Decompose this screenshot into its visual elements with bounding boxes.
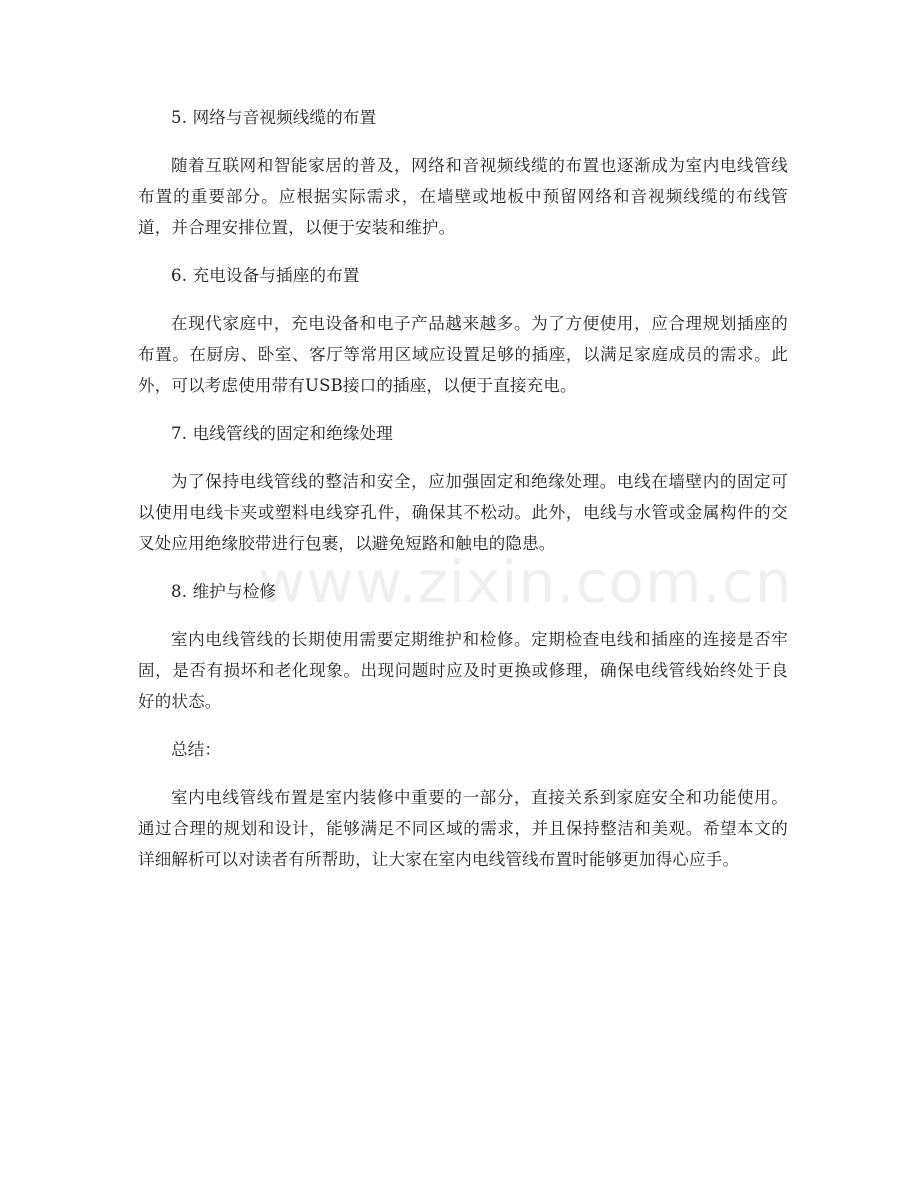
watermark-text: www.zixin.com.cn	[258, 548, 793, 616]
section-body-fixing-insulation: 为了保持电线管线的整洁和安全，应加强固定和绝缘处理。电线在墙壁内的固定可以使用电线卡夹或塑料电线穿孔件，确保其不松动。此外，电线与水管或金属构件的交叉处应用绝缘胶带进行包裹，以避免短路和触电的隐患。	[138, 472, 788, 553]
document-body	[138, 102, 788, 892]
section-body-network-av: 随着互联网和智能家居的普及，网络和音视频线缆的布置也逐渐成为室内电线管线布置的重要部分。应根据实际需求，在墙壁或地板中预留网络和音视频线缆的布线管道，并合理安排位置，以便于安装和维护。	[138, 156, 788, 237]
section-heading-maintenance: 8. 维护与检修	[171, 582, 277, 601]
section-body-summary: 室内电线管线布置是室内装修中重要的一部分，直接关系到家庭安全和功能使用。通过合理的规划和设计，能够满足不同区域的需求，并且保持整洁和美观。希望本文的详细解析可以对读者有所帮助，让大家在室内电线管线布置时能够更加得心应手。	[138, 788, 788, 869]
section-body-maintenance: 室内电线管线的长期使用需要定期维护和检修。定期检查电线和插座的连接是否牢固，是否有损坏和老化现象。出现问题时应及时更换或修理，确保电线管线始终处于良好的状态。	[138, 630, 788, 711]
section-heading-fixing-insulation: 7. 电线管线的固定和绝缘处理	[171, 424, 393, 443]
section-body-charging-sockets: 在现代家庭中，充电设备和电子产品越来越多。为了方便使用，应合理规划插座的布置。在厨房、卧室、客厅等常用区域应设置足够的插座，以满足家庭成员的需求。此外，可以考虑使用带有USB接口的插座，以便于直接充电。	[138, 314, 788, 395]
section-heading-charging-sockets: 6. 充电设备与插座的布置	[171, 266, 360, 285]
section-heading-network-av: 5. 网络与音视频线缆的布置	[171, 108, 377, 127]
section-heading-summary: 总结：	[171, 740, 222, 759]
